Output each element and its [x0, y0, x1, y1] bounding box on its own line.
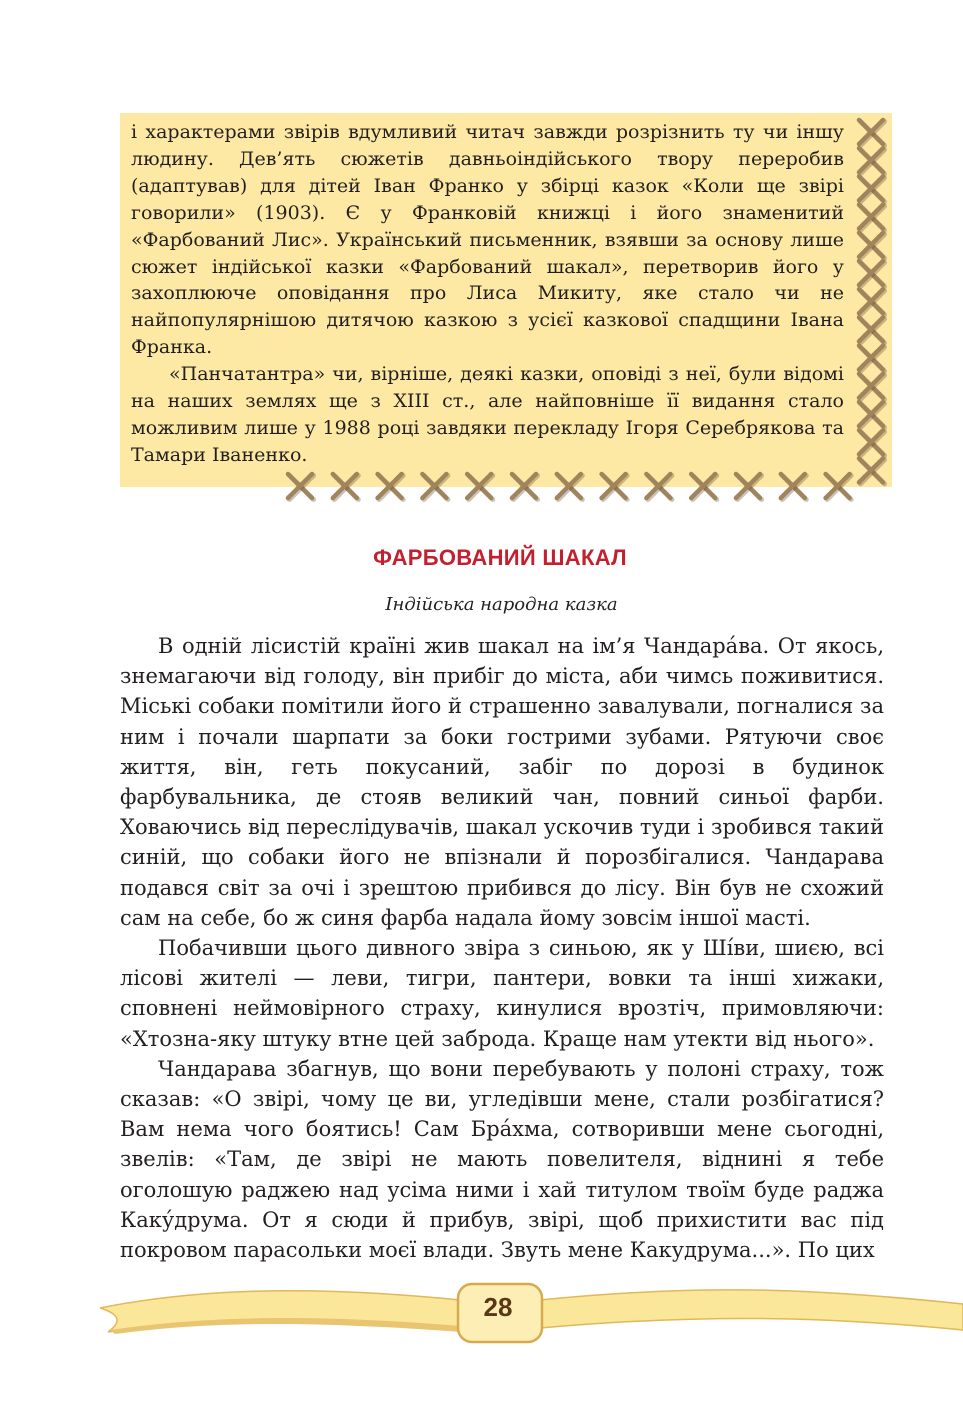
story-paragraph-3: Чандарава збагнув, що вони перебувають у полоні страху, тож сказав: «О звірі, чому це ви, угледівши мене, стали розбігатися? Вам нема чого боятись! Сам Бра́хма, сотворивши мене сьогодні, звелів: «Там, де звірі не мають повелителя, віднині я тебе оголошую раджею над усіма ними і хай титулом твоїм буде раджа Каку́друма. От я сюди й прибув, звірі, щоб прихистити вас під покровом парасольки моєї влади. Звуть мене Какудрума...». По цих — [120, 1056, 884, 1263]
cross-stitch-icon — [859, 176, 885, 202]
cross-stitch-icon — [859, 120, 885, 146]
cross-stitch-icon — [467, 474, 493, 500]
intro-paragraph-1: і характерами звірів вдумливий читач завжди розрізнить ту чи іншу людину. Дев’ять сюжетів давньоіндійського твору переробив (адаптував) для дітей Іван Франко у збірці казок «Коли ще звірі говорили» (1903). Є у Франковій книжці і його знаменитий «Фарбований Лис». Український письменник, взявши за основу лише сюжет індійської казки «Фарбований шакал», перетворив його у захоплююче оповідання про Лиса Микиту, яке стало чи не найпопулярнішою дитячою казкою з усієї казкової спадщини Івана Франка. — [131, 121, 844, 359]
story-text — [120, 631, 884, 1265]
cross-stitch-icon — [602, 474, 628, 500]
cross-stitch-icon — [422, 474, 448, 500]
cross-stitch-icon — [646, 474, 672, 500]
page-number: 28 — [483, 1292, 513, 1322]
cross-stitch-icon — [512, 474, 538, 500]
cross-stitch-icon — [826, 474, 852, 500]
cross-stitch-icon — [859, 374, 885, 400]
story-paragraph-2: Побачивши цього дивного звіра з синьою, як у Ші́ви, шиєю, всі лісові жителі — леви, тигри, пантери, вовки та інші хижаки, сповнені неймовірного страху, кинулися врозтіч, примовляючи: «Хтозна-яку штуку втне цей заброда. Краще нам утекти від нього». — [120, 936, 884, 1051]
cross-stitch-icon — [288, 474, 314, 500]
cross-stitch-icon — [859, 317, 885, 343]
tale-subtitle: Індійська народна казка — [385, 594, 618, 615]
story-paragraph-1: В одній лісистій країні жив шакал на ім’я Чандара́ва. От якось, знемагаючи від голоду, він прибіг до міста, аби чимсь поживитися. Міські собаки помітили його й страшенно завалували, погналися за ним і почали шарпати за боки гострими зубами. Рятуючи своє життя, він, геть покусаний, забіг по дорозі в будинок фарбувальника, де стояв великий чан, повний синьої фарби. Ховаючись від переслідувачів, шакал ускочив туди і зробився такий синій, що собаки його не впізнали й порозбігалися. Чандарава подався світ за очі і зрештою прибився до лісу. Він був не схожий сам на себе, бо ж синя фарба надала йому зовсім іншої масті. — [120, 634, 884, 930]
intro-paragraph-2: «Панчатантра» чи, вірніше, деякі казки, оповіді з неї, були відомі на наших землях ще з XIII ст., але найповніше її видання стало можливим лише у 1988 році завдяки перекладу Ігоря Серебрякова та Тамари Іваненко. — [131, 363, 844, 466]
cross-stitch-icon — [859, 261, 885, 287]
cross-stitch-icon — [557, 474, 583, 500]
cross-stitch-icon — [859, 346, 885, 372]
cross-stitch-icon — [691, 474, 717, 500]
cross-stitch-icon — [859, 402, 885, 428]
cross-stitch-icon — [736, 474, 762, 500]
ribbon-right — [540, 1290, 963, 1330]
cross-stitch-icon — [859, 205, 885, 231]
cross-stitch-icon — [378, 474, 404, 500]
cross-stitch-icon — [859, 233, 885, 258]
cross-stitch-icon — [859, 148, 885, 174]
intro-text — [131, 119, 844, 469]
tale-title: ФАРБОВАНИЙ ШАКАЛ — [373, 545, 627, 570]
cross-stitch-icon — [781, 474, 807, 500]
cross-stitch-icon — [859, 289, 885, 315]
cross-stitch-icon — [333, 474, 359, 500]
stitch-border-right — [851, 112, 893, 497]
stitch-border-bottom — [280, 465, 892, 507]
cross-stitch-icon — [859, 430, 885, 456]
